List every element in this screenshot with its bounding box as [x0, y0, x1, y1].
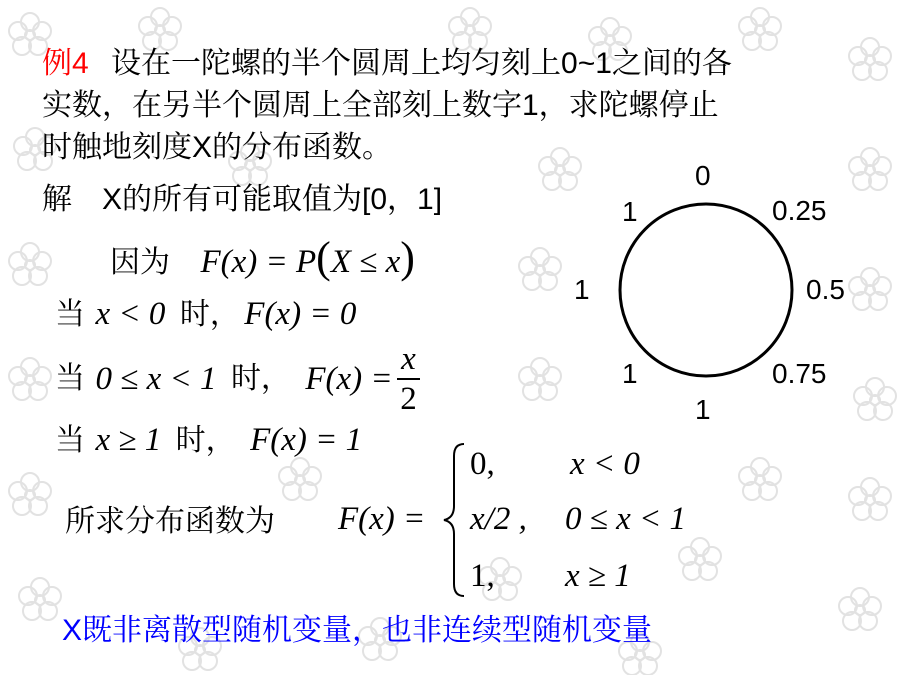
case-2-condition: 0 ≤ x < 1 [95, 360, 217, 397]
piece-3 [470, 558, 631, 595]
definition-row [110, 232, 415, 283]
piece-2 [470, 501, 687, 538]
fraction-numerator: x [397, 340, 420, 380]
piece-1-condition: x < 0 [570, 446, 640, 482]
definition-lhs: F(x) = P [200, 244, 317, 280]
time-comma-2: 时， [230, 362, 291, 395]
problem-line-3: 时触地刻度X的分布函数。 [42, 131, 393, 164]
circle-label-right-lower: 0.75 [772, 358, 827, 389]
conclusion-text: X既非离散型随机变量，也非连续型随机变量 [62, 614, 653, 647]
piece-3-value: 1, [470, 558, 495, 594]
fraction-x-over-2 [397, 340, 420, 418]
when-label-3: 当 [55, 424, 85, 457]
problem-text-1: 设在一陀螺的半个圆周上均匀刻上0~1之间的各 [111, 47, 732, 80]
solution-intro: 解 X的所有可能取值为[0，1] [42, 183, 443, 216]
case-row-3 [55, 422, 362, 459]
piecewise-lhs: F(x) = [338, 501, 426, 537]
example-label: 例4 [42, 47, 89, 80]
problem-line-2: 实数，在另半个圆周上全部刻上数字1，求陀螺停止 [42, 89, 719, 122]
problem-line-1 [42, 46, 732, 82]
piece-1 [470, 446, 640, 483]
case-3-condition: x ≥ 1 [95, 422, 162, 458]
time-comma-1: 时， [179, 298, 240, 331]
circle-label-right: 0.5 [806, 274, 845, 305]
right-paren: ) [400, 233, 415, 282]
piece-2-condition: 0 ≤ x < 1 [565, 501, 687, 537]
case-row-1 [55, 296, 356, 333]
definition-argument: X ≤ x [330, 244, 401, 280]
piece-1-value: 0, [470, 446, 495, 482]
result-label: 所求分布函数为 [65, 505, 275, 538]
circle-label-bottom: 1 [695, 394, 711, 425]
left-brace [440, 440, 470, 600]
circle-label-left-lower: 1 [622, 358, 638, 389]
piece-3-condition: x ≥ 1 [565, 558, 631, 594]
circle-label-right-upper: 0.25 [772, 195, 827, 226]
case-2-value: F(x) = [305, 360, 393, 397]
case-1-value: F(x) = 0 [244, 296, 357, 332]
case-3-value: F(x) = 1 [250, 422, 363, 458]
circle-label-left: 1 [574, 274, 590, 305]
when-label-2: 当 [55, 362, 85, 395]
when-label-1: 当 [55, 298, 85, 331]
piece-2-value: x/2 , [470, 501, 527, 537]
time-comma-3: 时， [175, 424, 236, 457]
fraction-denominator: 2 [400, 381, 417, 417]
case-row-2 [55, 340, 420, 418]
left-paren: ( [316, 233, 331, 282]
circle-label-top: 0 [695, 160, 711, 191]
case-1-condition: x < 0 [95, 296, 166, 332]
circle-label-left-upper: 1 [622, 196, 638, 227]
because-label: 因为 [110, 246, 170, 279]
